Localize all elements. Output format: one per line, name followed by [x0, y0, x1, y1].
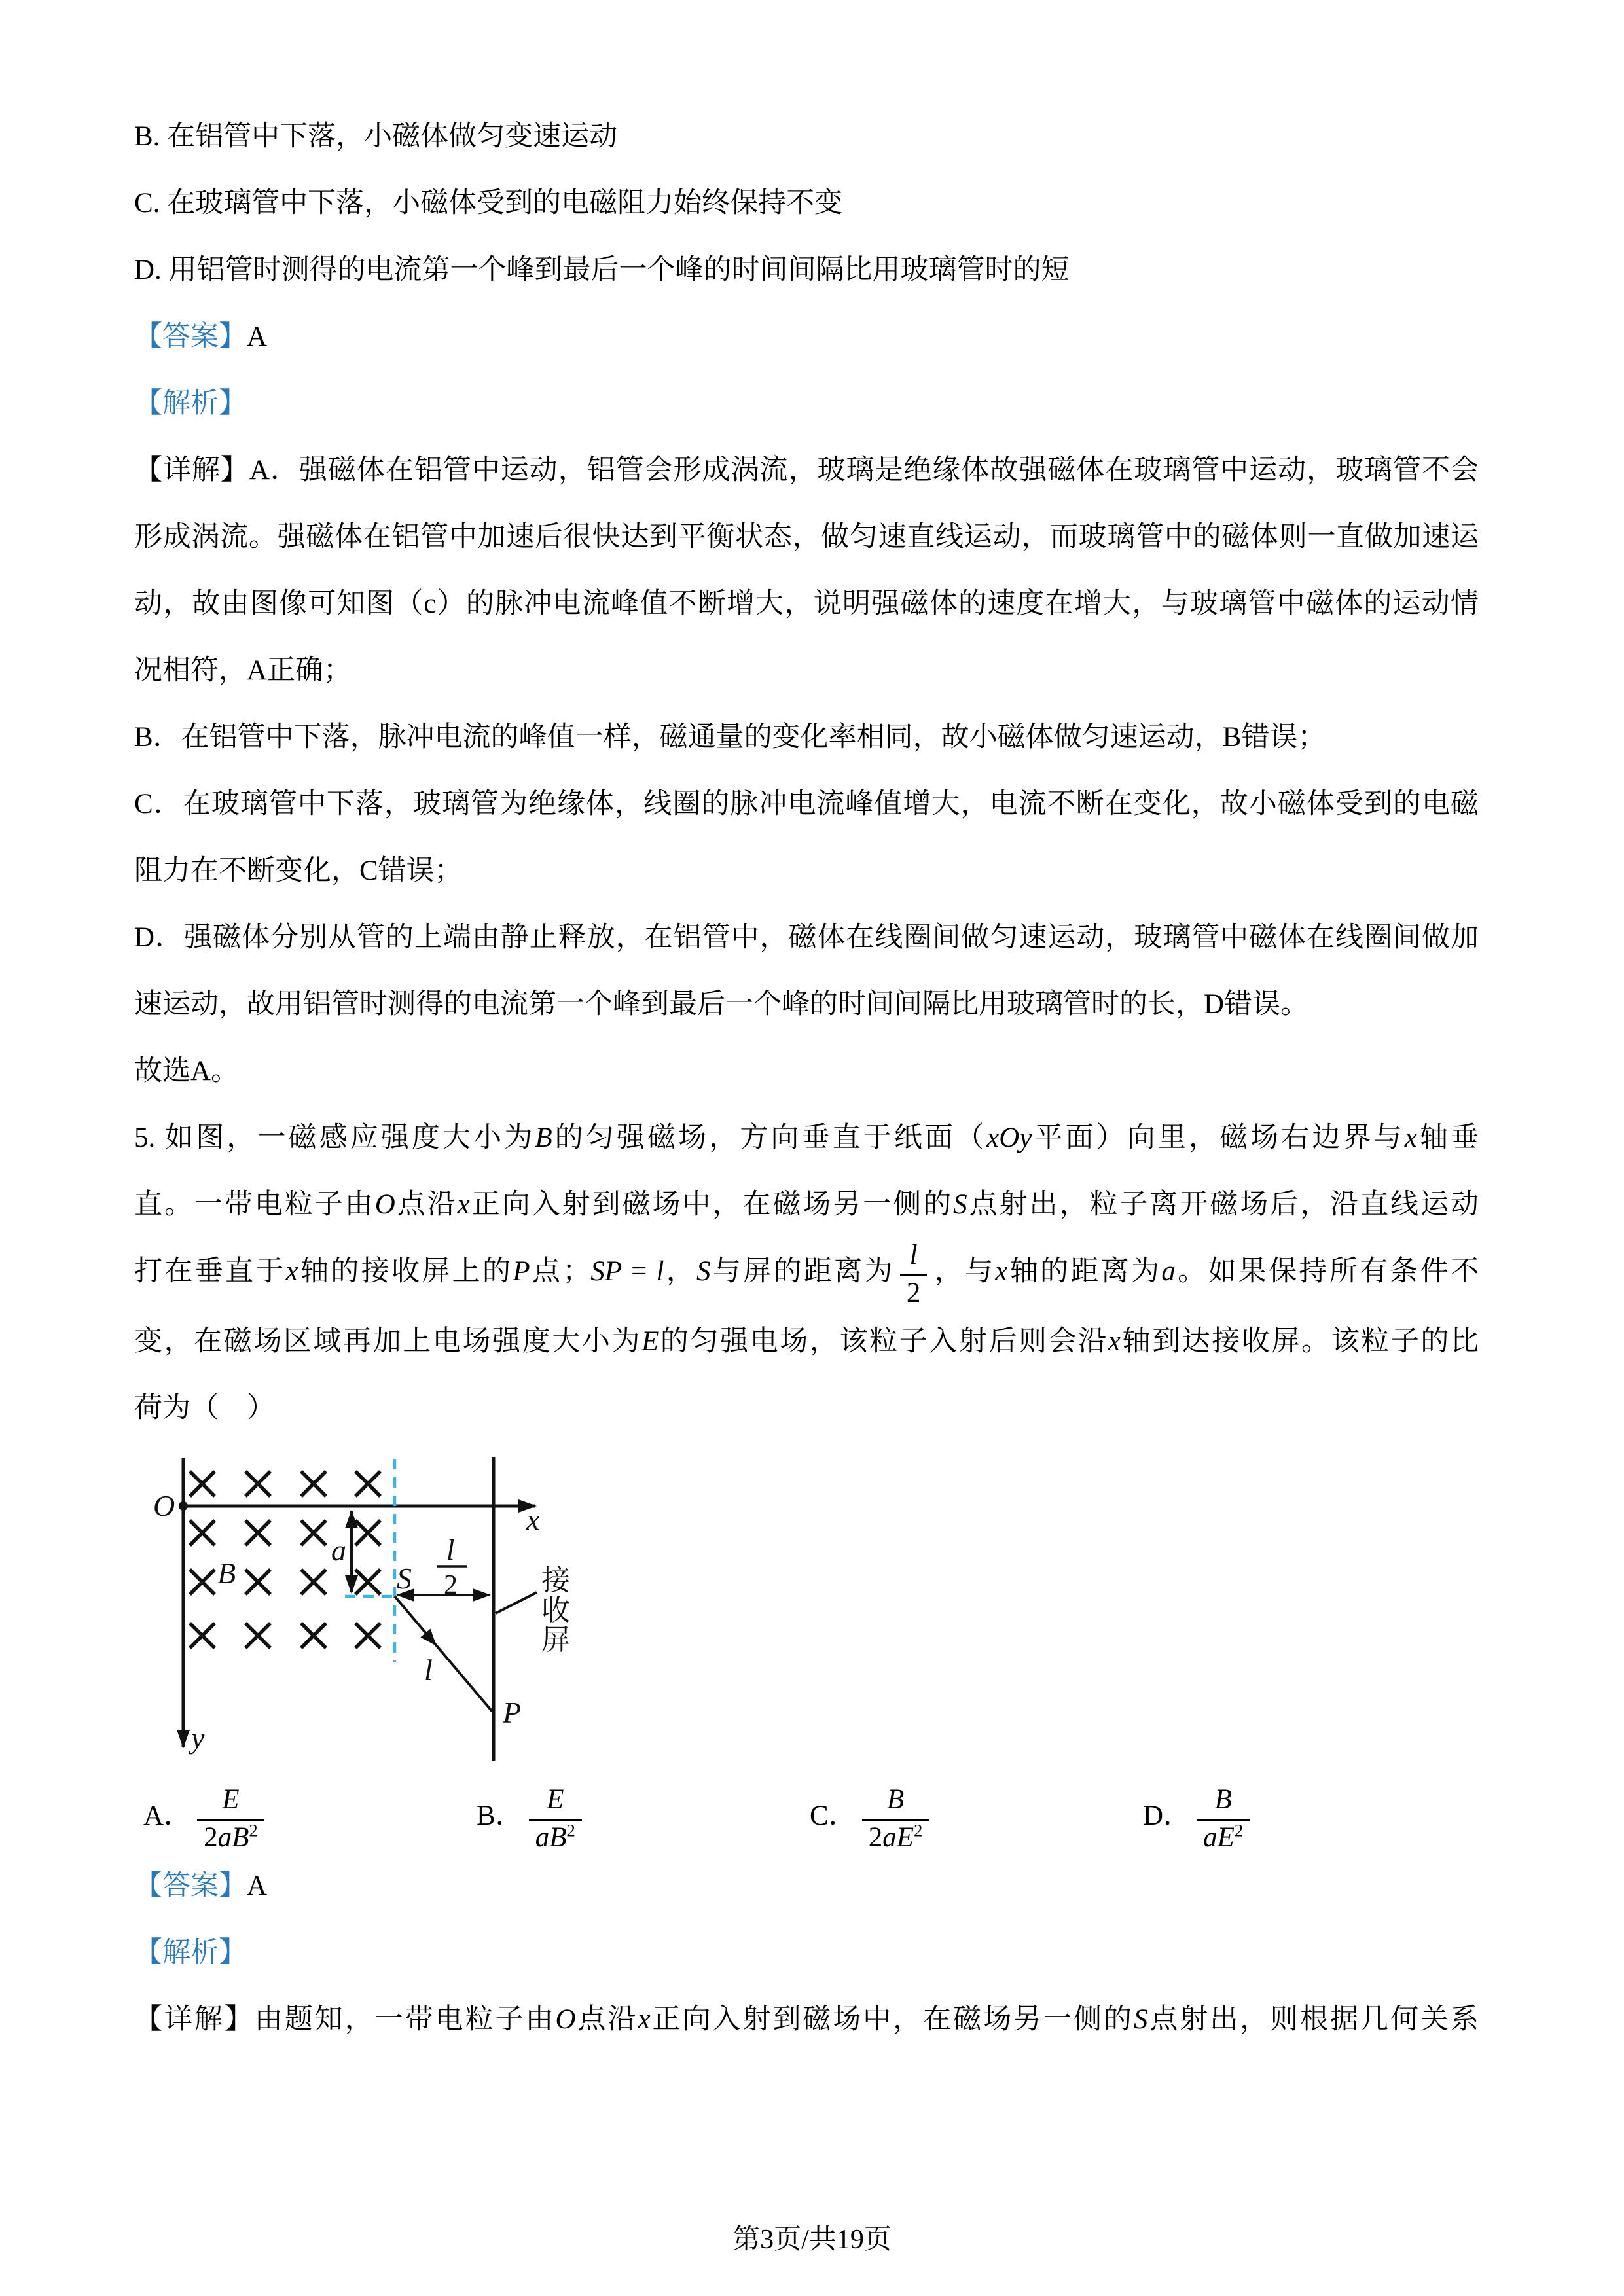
text-segment: B	[1214, 1784, 1232, 1816]
text-segment: E	[222, 1784, 240, 1816]
text-segment: D．强磁体分别从管的上端由静止释放，在铝管中，磁体在线圈间做匀速运动，玻璃管中磁体在线圈间做加	[134, 922, 1479, 953]
text-segment: 5. 如图，一磁感应强度大小为	[134, 1122, 535, 1153]
q4-detail-line-7	[134, 838, 1479, 905]
text-segment: C.	[134, 188, 168, 219]
text-segment: 打在垂直于	[134, 1256, 286, 1287]
q5-analysis-line	[134, 1920, 1479, 1986]
text-segment: B．	[477, 1800, 524, 1831]
q5-stem-line-1	[134, 1105, 1479, 1172]
text-segment: 故选A。	[134, 1056, 240, 1086]
a-label: a	[331, 1534, 346, 1568]
text-segment: S	[953, 1189, 967, 1220]
text-segment: 【答案】	[134, 1870, 247, 1901]
p-point-label: P	[503, 1696, 522, 1730]
text-segment: 2	[906, 1277, 921, 1308]
q4-option-b	[134, 103, 1479, 170]
text-segment: 2	[913, 1820, 923, 1840]
text-segment: aE	[882, 1821, 914, 1853]
text-segment: aB	[217, 1821, 249, 1853]
y-axis-label: y	[191, 1721, 205, 1755]
text-segment: B	[535, 1122, 552, 1153]
text-segment: 速运动，故用铝管时测得的电流第一个峰到最后一个峰的时间间隔比用玻璃管时的长，D错误。	[134, 989, 1309, 1020]
s-point-label: S	[397, 1562, 412, 1596]
q5-options	[143, 1784, 1479, 1853]
text-segment: 在玻璃管中下落，小磁体受到的电磁阻力始终保持不变	[167, 188, 843, 219]
origin-label: O	[153, 1489, 175, 1523]
text-segment: S	[696, 1256, 711, 1287]
text-segment: l	[656, 1256, 664, 1287]
text-segment: 轴的距离为	[1007, 1256, 1162, 1287]
half-l-denominator: 2	[444, 1570, 458, 1601]
half-l-numerator: l	[446, 1534, 455, 1567]
text-segment: B.	[134, 121, 168, 152]
q5-stem-line-2	[134, 1172, 1479, 1238]
text-segment: 正向入射到磁场中，在磁场另一侧的	[469, 1189, 954, 1220]
text-segment: 。如果保持所有条件不	[1175, 1256, 1479, 1287]
text-segment: =	[622, 1256, 657, 1287]
text-segment: 在铝管中下落，小磁体做匀变速运动	[167, 121, 618, 152]
text-segment: C．在玻璃管中下落，玻璃管为绝缘体，线圈的脉冲电流峰值增大，电流不断在变化，故小磁体受到的电磁	[134, 789, 1479, 819]
text-segment: aB	[535, 1821, 567, 1853]
text-segment: 形成涡流。强磁体在铝管中加速后很快达到平衡状态，做匀速直线运动，而玻璃管中的磁体则一直做加速运	[134, 522, 1479, 552]
page-footer: 第3页/共19页	[732, 2225, 892, 2255]
q5-answer-line	[134, 1853, 1479, 1920]
q4-option-d	[134, 237, 1479, 304]
screen-label	[541, 1564, 571, 1656]
text-segment: x	[638, 2003, 651, 2035]
text-segment: 2	[1234, 1820, 1244, 1840]
text-segment: 平面）向里，磁场右边界与	[1032, 1122, 1405, 1153]
text-segment: a	[1161, 1256, 1176, 1287]
field-label: B	[217, 1556, 236, 1590]
text-segment: D.	[134, 255, 169, 285]
text-segment: 点射出，粒子离开磁场后，沿直线运动	[967, 1189, 1479, 1220]
q4-conclusion	[134, 1038, 1479, 1105]
q4-detail-line-1	[134, 437, 1479, 504]
text-segment: x	[1404, 1122, 1417, 1153]
q4-option-c	[134, 170, 1479, 237]
text-segment: P	[513, 1256, 530, 1287]
text-segment: 荷为（ ）	[134, 1393, 275, 1424]
text-segment: O	[555, 2003, 576, 2035]
text-segment: 直。一带电粒子由	[134, 1189, 375, 1220]
text-segment: SP	[590, 1256, 623, 1287]
text-segment: 点沿	[395, 1189, 458, 1220]
screen-pointer-line	[496, 1592, 537, 1613]
q4-detail-line-5	[134, 704, 1479, 771]
text-segment: 【详解】A．强磁体在铝管中运动，铝管会形成涡流，玻璃是绝缘体故强磁体在玻璃管中运动，玻璃管不会	[134, 455, 1479, 486]
q5-option-d	[1143, 1784, 1255, 1853]
q5-detail-line-1	[134, 1986, 1479, 2053]
q4-detail-line-9	[134, 971, 1479, 1038]
text-segment: S	[1133, 2003, 1148, 2035]
q5-stem-line-5	[134, 1375, 1479, 1442]
text-segment: 况相符，A正确；	[134, 655, 352, 686]
text-segment: 2	[204, 1821, 218, 1853]
text-segment: 阻力在不断变化，C错误；	[134, 855, 463, 886]
q4-analysis-line	[134, 370, 1479, 437]
text-segment: 与屏的距离为	[710, 1256, 895, 1287]
text-segment: A	[247, 1870, 268, 1901]
text-segment: ，	[664, 1256, 697, 1287]
q4-detail-line-8	[134, 905, 1479, 971]
svg-text:屏: 屏	[541, 1624, 570, 1657]
text-segment: E	[547, 1784, 564, 1816]
svg-text:收: 收	[541, 1594, 570, 1627]
fraction	[1197, 1784, 1250, 1853]
text-segment: A．	[143, 1800, 192, 1831]
text-segment: C．	[810, 1800, 857, 1831]
q5-figure	[151, 1452, 583, 1767]
text-segment: 正向入射到磁场中，在磁场另一侧的	[650, 2003, 1134, 2035]
text-segment: 【答案】	[134, 321, 247, 352]
q5-option-c	[810, 1784, 1143, 1853]
svg-text:接: 接	[541, 1564, 570, 1597]
fraction	[197, 1784, 264, 1853]
q4-detail-line-6	[134, 771, 1479, 838]
text-segment: A	[247, 321, 268, 352]
text-segment: O	[374, 1189, 395, 1220]
text-segment: 的匀强电场，该粒子入射后则会沿	[659, 1326, 1108, 1357]
text-segment: 【解析】	[134, 1937, 247, 1968]
q4-detail-line-3	[134, 571, 1479, 637]
text-segment: 用铝管时测得的电流第一个峰到最后一个峰的时间间隔比用玻璃管时的短	[168, 255, 1070, 285]
q5-option-b	[477, 1784, 810, 1853]
text-segment: 轴到达接收屏。该粒子的比	[1120, 1326, 1479, 1357]
text-segment: 【解析】	[134, 388, 247, 419]
text-segment: x	[995, 1256, 1008, 1287]
text-segment: 点；	[530, 1256, 591, 1287]
q4-answer-line	[134, 304, 1479, 370]
text-segment: E	[641, 1326, 659, 1357]
text-segment: x	[285, 1256, 298, 1287]
text-segment: 2	[566, 1820, 575, 1840]
sp-trajectory-line	[395, 1596, 492, 1712]
fraction	[900, 1239, 928, 1308]
text-segment: x	[457, 1189, 470, 1220]
text-segment: 2	[249, 1820, 258, 1840]
text-segment: 轴的接收屏上的	[298, 1256, 513, 1287]
q4-detail-line-2	[134, 504, 1479, 571]
fraction	[529, 1784, 582, 1853]
text-segment: 动，故由图像可知图（c）的脉冲电流峰值不断增大，说明强磁体的速度在增大，与玻璃管中磁体的运动情	[134, 588, 1479, 619]
text-segment: x	[1108, 1326, 1121, 1357]
x-axis-label: x	[526, 1503, 540, 1537]
q5-option-a	[143, 1784, 477, 1853]
origin-dot	[179, 1501, 188, 1511]
text-segment: D．	[1143, 1800, 1192, 1831]
text-segment: B．在铝管中下落，脉冲电流的峰值一样，磁通量的变化率相同，故小磁体做匀速运动，B错误；	[134, 722, 1326, 753]
text-segment: B	[886, 1784, 905, 1816]
q5-stem-line-4	[134, 1308, 1479, 1375]
l-label: l	[424, 1653, 433, 1687]
q4-detail-line-4	[134, 637, 1479, 704]
q5-stem-line-3	[134, 1238, 1479, 1308]
text-segment: 点射出，则根据几何关系	[1147, 2003, 1479, 2035]
text-segment: 轴垂	[1416, 1122, 1479, 1153]
text-segment: xOy	[986, 1122, 1032, 1153]
text-segment: l	[909, 1240, 918, 1271]
text-segment: 【详解】由题知，一带电粒子由	[134, 2003, 556, 2035]
text-segment: 的匀强磁场，方向垂直于纸面（	[552, 1122, 987, 1153]
text-segment: ，与	[932, 1256, 996, 1287]
text-segment: 点沿	[575, 2003, 638, 2035]
text-segment: 变，在磁场区域再加上电场强度大小为	[134, 1326, 642, 1357]
text-segment: aE	[1203, 1821, 1235, 1853]
fraction	[862, 1784, 929, 1853]
text-segment: 2	[868, 1821, 883, 1853]
